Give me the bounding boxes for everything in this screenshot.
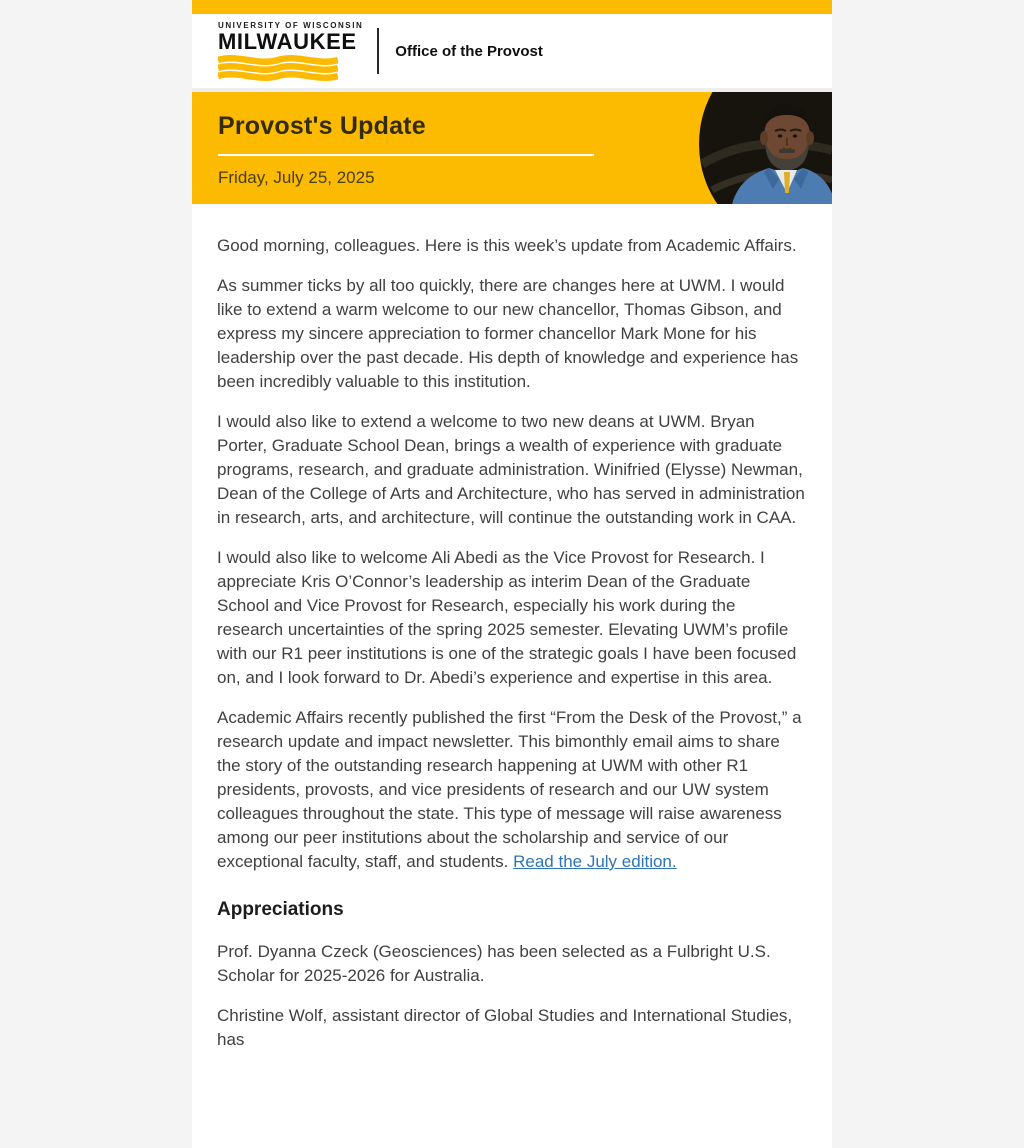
paragraph-new-deans: I would also like to extend a welcome to two new deans at UWM. Bryan Porter, Graduate School Dean, brings a wealth of experience with graduate programs, research, and graduate administration. Winifried (Elysse) Newman, Dean of the College of Arts and Architecture, who has served in administration in research, arts, and architecture, will continue the outstanding work in CAA. — [217, 412, 805, 527]
uwm-logo-line1: UNIVERSITY OF WISCONSIN — [218, 21, 364, 30]
uwm-flag-icon — [218, 55, 338, 81]
read-july-edition-link[interactable]: Read the July edition. — [513, 852, 677, 871]
paragraph-vice-provost: I would also like to welcome Ali Abedi as the Vice Provost for Research. I appreciate Kris O’Connor’s leadership as interim Dean of the Graduate School and Vice Provost for Research, especially his work during the research uncertainties of the spring 2025 semester. Elevating UWM’s profile with our R1 peer institutions is one of the strategic goals I have been focused on, and I look forward to Dr. Abedi’s experience and expertise in this area. — [217, 548, 797, 687]
paragraph-chancellor: As summer ticks by all too quickly, there are changes here at UWM. I would like to extend a warm welcome to our new chancellor, Thomas Gibson, and express my sincere appreciation to former chancellor Mark Mone for his leadership over the past decade. His depth of knowledge and experience has been incredibly valuable to this institution. — [217, 276, 799, 391]
paragraph-greeting: Good morning, colleagues. Here is this week’s update from Academic Affairs. — [217, 236, 797, 255]
uwm-logo-line2: MILWAUKEE — [218, 29, 357, 54]
masthead-banner — [192, 92, 832, 204]
issue-date: Friday, July 25, 2025 — [218, 168, 375, 187]
email-body — [192, 204, 832, 1148]
newsletter-title: Provost's Update — [218, 112, 426, 140]
email-newsletter — [192, 0, 832, 1148]
title-underline — [218, 154, 594, 156]
uwm-logo[interactable] — [218, 21, 363, 81]
banner-text-block — [192, 92, 832, 188]
paragraph-newsletter-text: Academic Affairs recently published the first “From the Desk of the Provost,” a research update and impact newsletter. This bimonthly email aims to share the story of the outstanding research happening at UWM with other R1 presidents, provosts, and vice presidents of research and our UW system colleagues throughout the state. This type of message will raise awareness among our peer institutions about the scholarship and service of our exceptional faculty, staff, and students. — [217, 708, 802, 871]
paragraph-fulbright: Prof. Dyanna Czeck (Geosciences) has been selected as a Fulbright U.S. Scholar for 2025-2026 for Australia. — [217, 942, 771, 985]
brand-header — [192, 14, 832, 88]
paragraph-christine-wolf: Christine Wolf, assistant director of Global Studies and International Studies, has — [217, 1006, 793, 1049]
department-title: Office of the Provost — [395, 42, 543, 60]
gold-top-bar — [192, 0, 832, 14]
paragraph-newsletter — [217, 706, 806, 874]
header-divider — [377, 28, 379, 74]
appreciations-heading: Appreciations — [217, 899, 344, 920]
